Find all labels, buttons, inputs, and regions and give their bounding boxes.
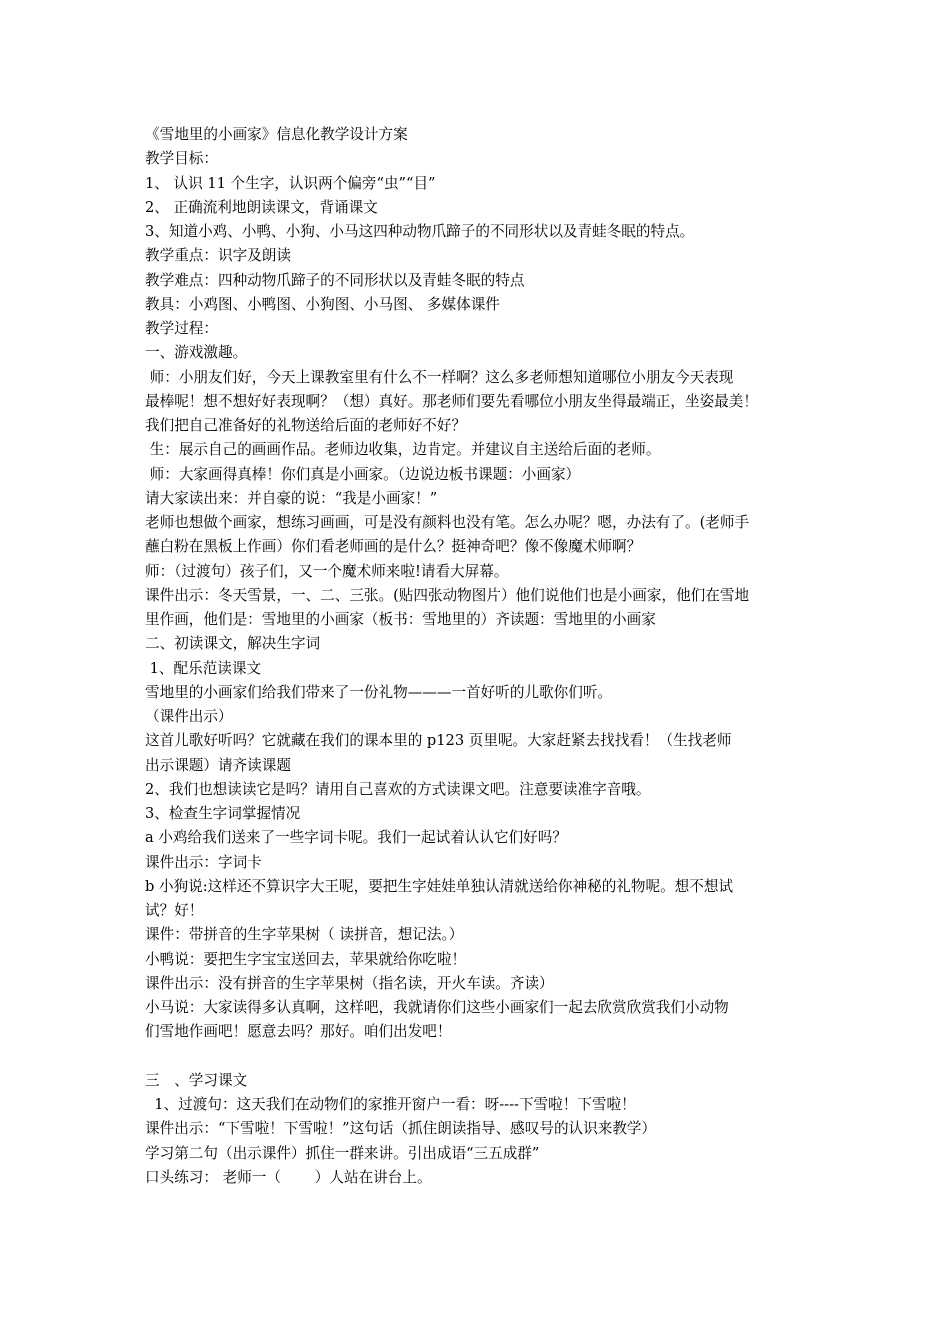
text-line: 《雪地里的小画家》信息化教学设计方案 (145, 126, 408, 143)
text-line: 最棒呢！想不想好好表现啊？（想）真好。那老师们要先看哪位小朋友坐得最端正，坐姿最美！ (145, 392, 758, 410)
text-line: 三 、学习课文 (145, 1071, 248, 1089)
text-line: 小马说：大家读得多认真啊，这样吧，我就请你们这些小画家们一起去欣赏欣赏我们小动物 (145, 999, 729, 1016)
text-line: 课件出示：字词卡 (145, 853, 262, 871)
text-line: 教学难点：四种动物爪蹄子的不同形状以及青蛙冬眠的特点 (145, 271, 525, 289)
text-line: 师：（过渡句）孩子们，又一个魔术师来啦!请看大屏幕。 (145, 562, 509, 580)
text-line: 试？好！ (145, 902, 204, 919)
text-line: 3、知道小鸡、小鸭、小狗、小马这四种动物爪蹄子的不同形状以及青蛙冬眠的特点。 (145, 223, 695, 240)
text-line: 口头练习： 老师一（ ）人站在讲台上。 (145, 1168, 432, 1186)
text-line: 2、 正确流利地朗读课文，背诵课文 (145, 198, 378, 216)
text-line: a 小鸡给我们送来了一些字词卡呢。我们一起试着认认它们好吗？ (145, 829, 567, 847)
text-line: 2、我们也想读读它是吗？请用自己喜欢的方式读课文吧。注意要读准字音哦。 (145, 780, 651, 798)
text-line: 雪地里的小画家们给我们带来了一份礼物———一首好听的儿歌你们听。 (145, 683, 613, 701)
text-line: b 小狗说:这样还不算识字大王呢，要把生字娃娃单独认清就送给你神秘的礼物呢。想不想试 (145, 877, 734, 895)
text-line: 请大家读出来：并自豪的说：“我是小画家！” (145, 489, 438, 507)
text-line: 一、游戏激趣。 (145, 344, 248, 362)
text-line: 1、 认识 11 个生字，认识两个偏旁“虫”“目” (145, 174, 436, 192)
text-line: 教学过程： (145, 320, 218, 337)
text-line: 里作画，他们是：雪地里的小画家（板书：雪地里的）齐读题：雪地里的小画家 (145, 611, 656, 628)
text-line: 课件：带拼音的生字苹果树（ 读拼音，想记法。） (145, 926, 464, 944)
text-line: 生：展示自己的画画作品。老师边收集，边肯定。并建议自主送给后面的老师。 (145, 441, 661, 459)
text-line: 出示课题）请齐读课题 (145, 756, 291, 774)
text-line: 学习第二句（出示课件）抓住一群来讲。引出成语“三五成群” (145, 1144, 540, 1162)
text-line: 师：大家画得真棒！你们真是小画家。（边说边板书课题：小画家） (145, 465, 581, 483)
text-line: 3、检查生字词掌握情况 (145, 805, 301, 822)
text-line: 小鸭说：要把生字宝宝送回去，苹果就给你吃啦！ (145, 950, 467, 968)
text-line: 二、初读课文，解决生字词 (145, 635, 321, 653)
blank-line (145, 1045, 813, 1069)
text-line: （课件出示） (145, 708, 233, 725)
text-line: 蘸白粉在黑板上作画）你们看老师画的是什么？挺神奇吧？像不像魔术师啊？ (145, 538, 642, 556)
text-line: 课件出示：“下雪啦！下雪啦！”这句话（抓住朗读指导、感叹号的认识来教学） (145, 1120, 657, 1138)
text-line: 1、过渡句：这天我们在动物们的家推开窗户一看：呀----下雪啦！下雪啦！ (145, 1096, 636, 1113)
text-line: 们雪地作画吧！愿意去吗？那好。咱们出发吧！ (145, 1023, 452, 1041)
text-line: 教学目标： (145, 150, 218, 168)
text-line: 这首儿歌好听吗？它就藏在我们的课本里的 p123 页里呢。大家赶紧去找找看！（生找老师 (145, 732, 732, 750)
text-line: 课件出示：冬天雪景，一、二、三张。(贴四张动物图片）他们说他们也是小画家，他们在雪地 (145, 586, 750, 604)
text-line: 老师也想做个画家，想练习画画，可是没有颜料也没有笔。怎么办呢？嗯，办法有了。(老师手 (145, 514, 750, 531)
text-line: 师：小朋友们好，今天上课教室里有什么不一样啊？这么多老师想知道哪位小朋友今天表现 (145, 368, 734, 386)
document-body (145, 123, 813, 1190)
text-line: 课件出示：没有拼音的生字苹果树（指名读，开火车读。齐读） (145, 974, 554, 992)
text-line: 教学重点：识字及朗读 (145, 247, 291, 265)
text-line: 我们把自己准备好的礼物送给后面的老师好不好？ (145, 417, 467, 434)
text-line: 1、配乐范读课文 (145, 659, 262, 677)
text-line: 教具：小鸡图、小鸭图、小狗图、小马图、 多媒体课件 (145, 295, 500, 313)
